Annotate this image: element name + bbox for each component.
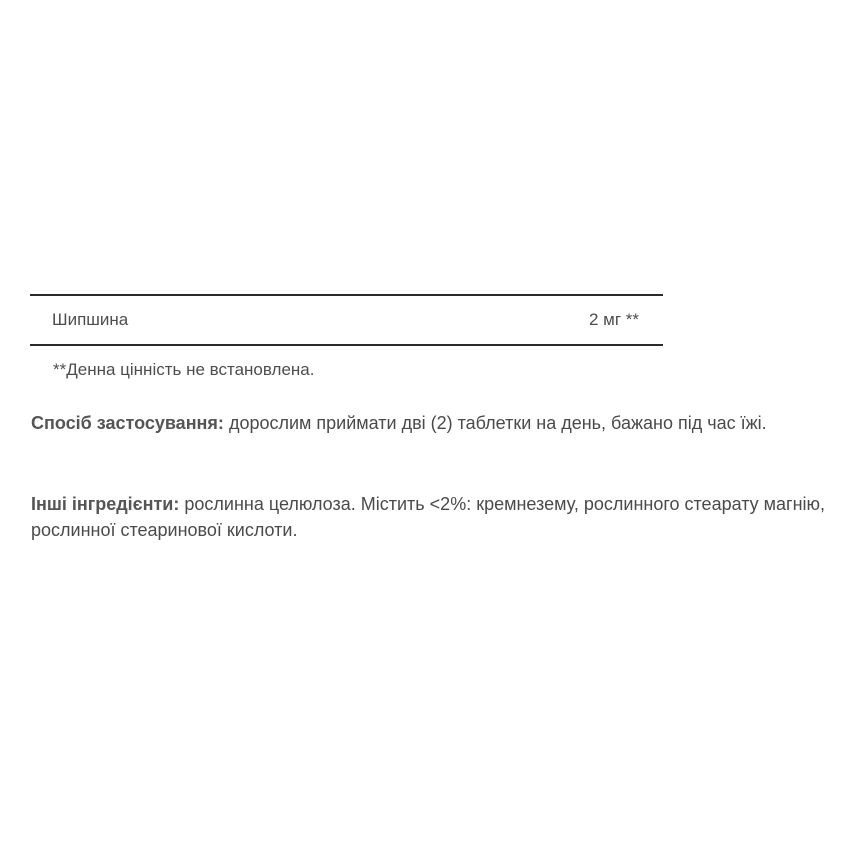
daily-value-footnote: **Денна цінність не встановлена. [53, 360, 315, 379]
usage-label: Спосіб застосування: [31, 413, 224, 433]
table-bottom-rule [30, 344, 663, 346]
usage-paragraph [31, 410, 841, 436]
ingredient-amount: 2 мг ** [588, 310, 639, 329]
ingredient-name: Шипшина [52, 310, 129, 329]
other-ingredients-text: рослинна целюлоза. Містить <2%: кремнезему, рослинного стеарату магнію, рослинної стеаринової кислоти. [31, 494, 826, 540]
other-ingredients-paragraph [31, 491, 841, 543]
other-ingredients-label: Інші інгредієнти: [31, 494, 180, 514]
usage-text: дорослим приймати дві (2) таблетки на день, бажано під час їжі. [223, 413, 767, 433]
table-row [30, 296, 663, 344]
supplement-facts-table [30, 294, 663, 346]
